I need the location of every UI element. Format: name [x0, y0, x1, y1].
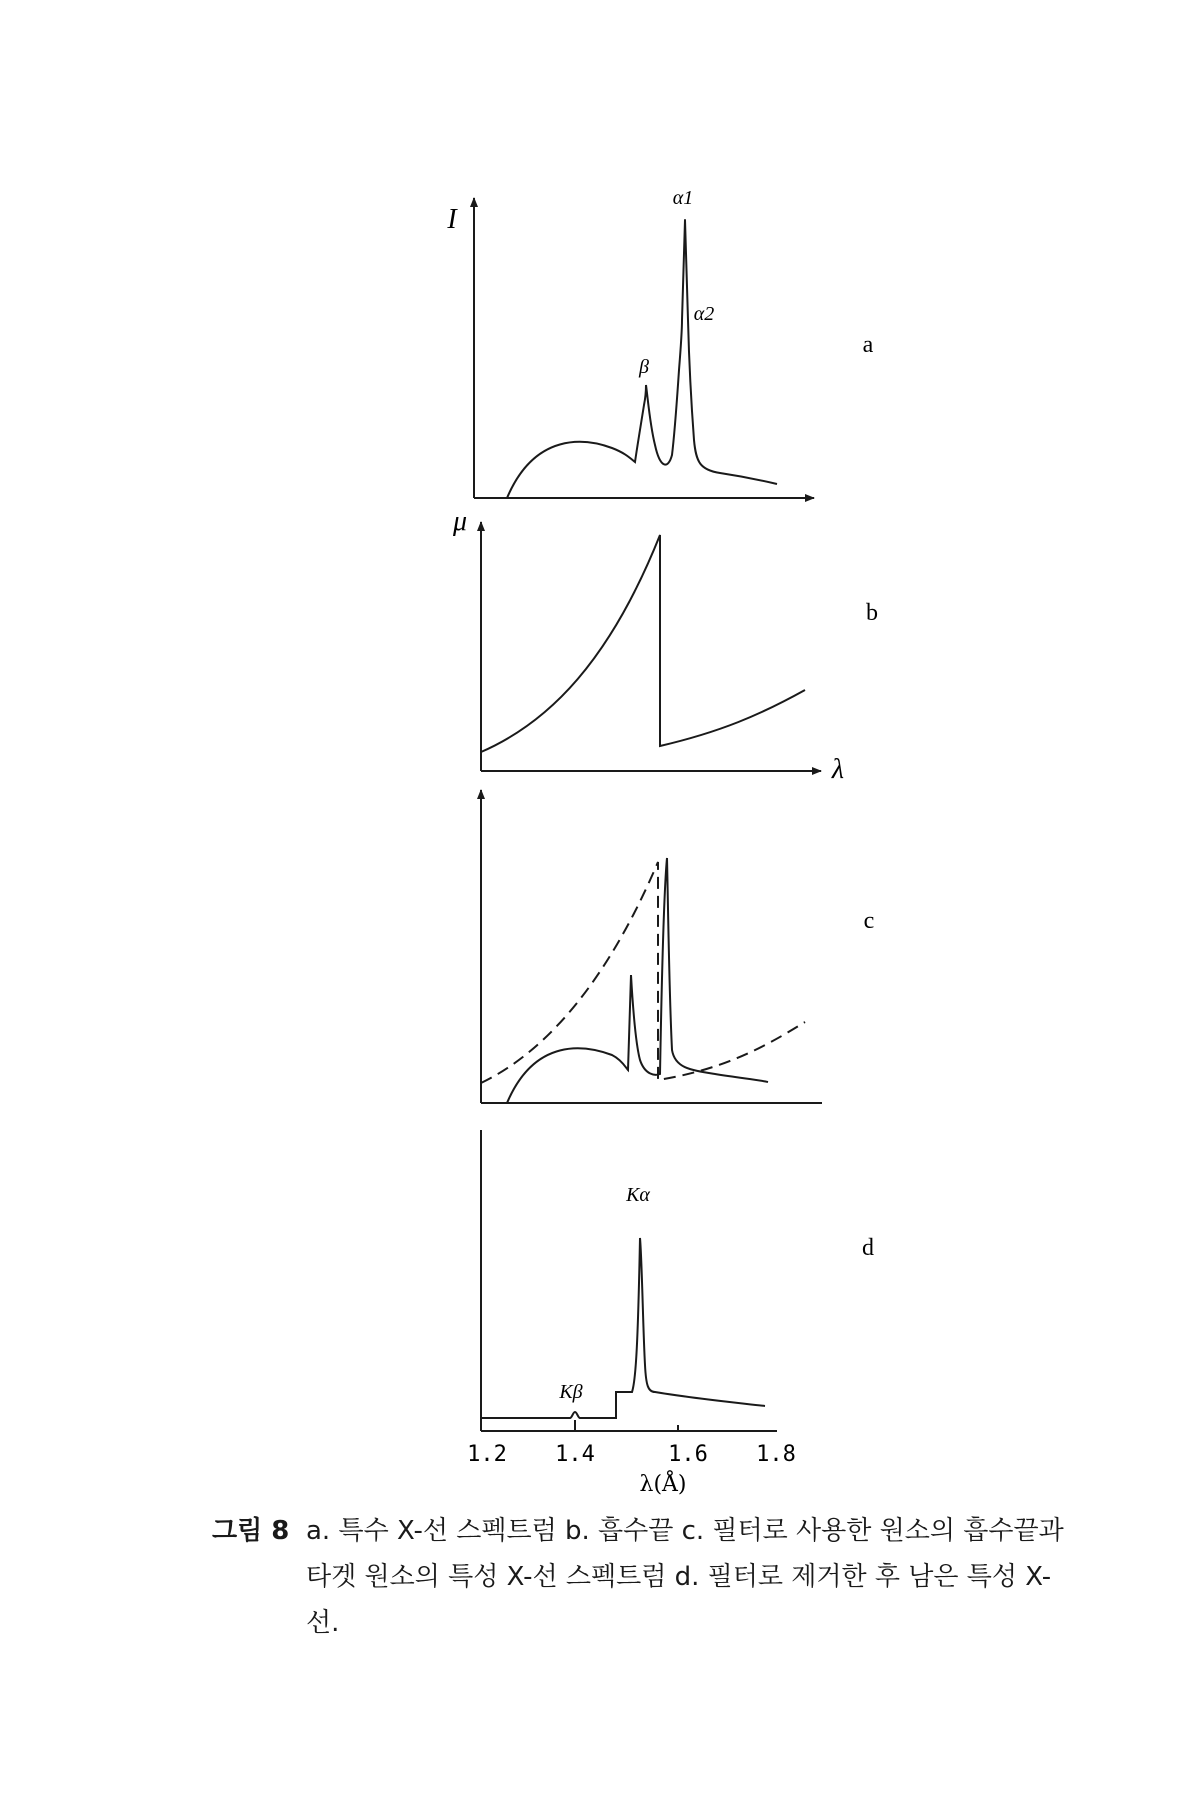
- x-tick-1-6: 1.6: [668, 1442, 708, 1467]
- panel-c-letter: c: [863, 908, 875, 934]
- panel-d-kbeta-label: Kβ: [559, 1381, 583, 1403]
- panel-b: [481, 522, 821, 771]
- panel-c-spectrum-curve: [507, 858, 768, 1103]
- x-tick-1-8: 1.8: [756, 1442, 796, 1467]
- panel-a-alpha1-label: α1: [672, 187, 694, 209]
- panel-c: [481, 790, 822, 1103]
- panel-a-alpha2-label: α2: [693, 303, 715, 325]
- panel-c-absorption-dashed: [481, 862, 805, 1083]
- panel-b-x-symbol: λ: [831, 754, 845, 785]
- caption-text: a. 특수 X-선 스펙트럼 b. 흡수끝 c. 필터로 사용한 원소의 흡수끝과 타겟 원소의 특성 X-선 스펙트럼 d. 필터로 제거한 후 남은 특성 X-선.: [306, 1516, 1064, 1638]
- x-tick-1-2: 1.2: [467, 1442, 507, 1467]
- panel-d: [481, 1130, 777, 1431]
- figure-number: 그림 8: [212, 1516, 290, 1546]
- panel-d-kalpha-label: Kα: [626, 1184, 650, 1206]
- panel-d-spectrum-curve: [481, 1238, 765, 1418]
- panel-a-y-symbol: I: [447, 204, 457, 235]
- panel-a-letter: a: [862, 332, 874, 358]
- panel-a: [474, 198, 814, 498]
- panel-a-beta-label: β: [639, 356, 649, 378]
- panel-d-letter: d: [862, 1235, 874, 1261]
- x-axis-label: λ(Å): [639, 1472, 687, 1497]
- panel-b-letter: b: [866, 600, 878, 626]
- figure-caption: [212, 1508, 1072, 1646]
- panel-b-y-symbol: μ: [452, 506, 468, 537]
- panel-b-absorption-curve: [481, 535, 805, 752]
- x-tick-1-4: 1.4: [555, 1442, 595, 1467]
